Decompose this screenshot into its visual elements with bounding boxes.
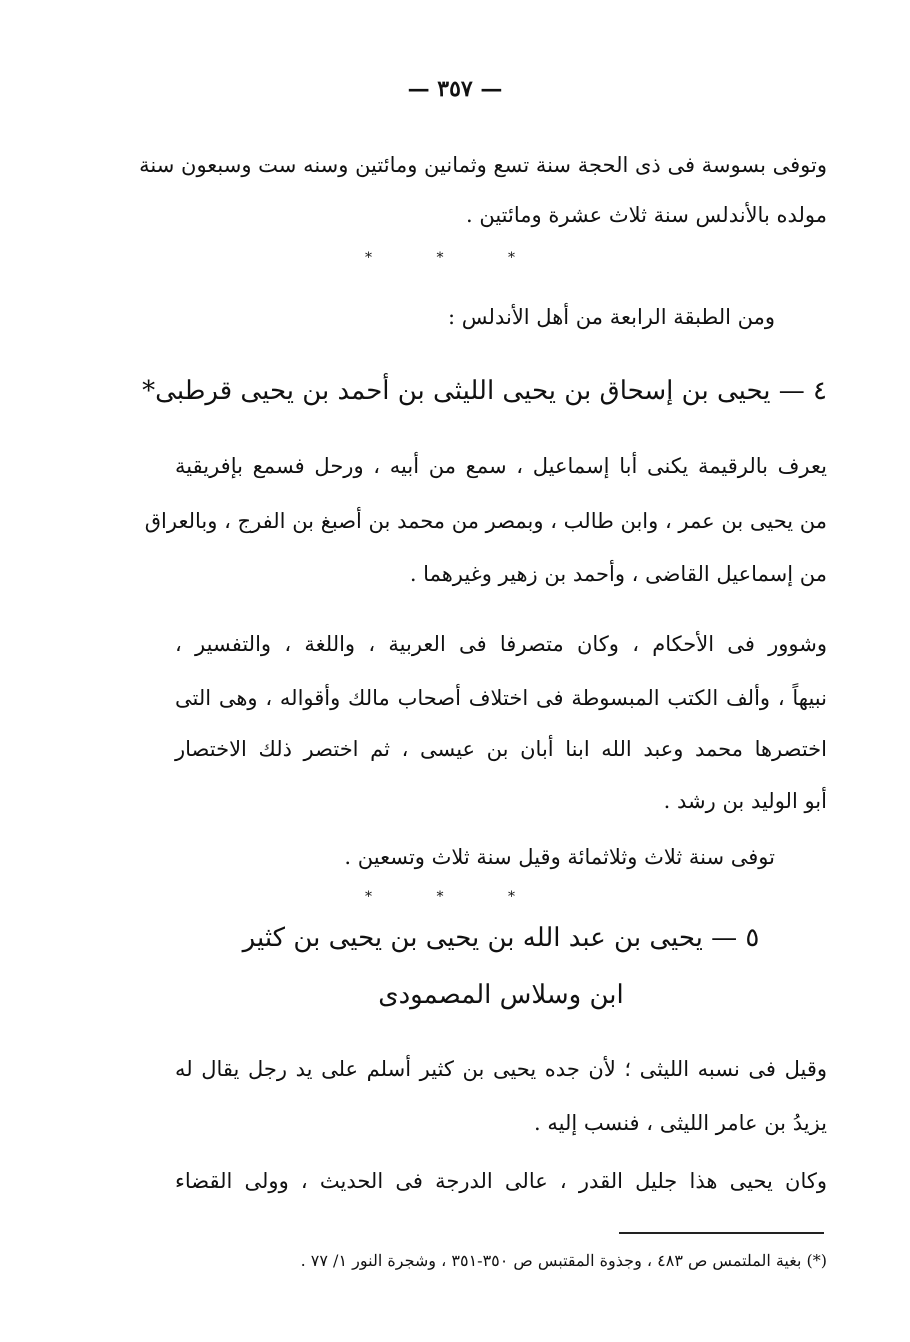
text-line: من يحيى بن عمر ، وابن طالب ، وبمصر من محمد بن أصبغ بن الفرج ، وبالعراق: [144, 509, 827, 533]
text-line: مولده بالأندلس سنة ثلاث عشرة ومائتين .: [466, 203, 827, 227]
section-intro: ومن الطبقة الرابعة من أهل الأندلس :: [448, 305, 775, 329]
death-note: توفى سنة ثلاث وثلاثمائة وقيل سنة ثلاث وتسعين .: [344, 845, 775, 869]
text-line: يعرف بالرقيمة يكنى أبا إسماعيل ، سمع من أبيه ، ورحل فسمع بإفريقية: [175, 454, 827, 478]
text-line: من إسماعيل القاضى ، وأحمد بن زهير وغيرهما .: [409, 562, 827, 586]
text-line: اختصرها محمد وعبد الله ابنا أبان بن عيسى ، ثم اختصر ذلك الاختصار: [175, 737, 827, 761]
text-line: وشوور فى الأحكام ، وكان متصرفا فى العربية ، واللغة ، والتفسير ،: [175, 632, 827, 656]
entry-heading-continued: ابن وسلاس المصمودى: [378, 980, 624, 1010]
footnote-divider: [619, 1232, 824, 1234]
section-separator-stars: * * *: [365, 889, 545, 905]
page-number: — ٣٥٧ —: [407, 76, 503, 102]
text-line: نبيهاً ، وألف الكتب المبسوطة فى اختلاف أصحاب مالك وأقواله ، وهى التى: [175, 686, 827, 710]
entry-heading: ٥ — يحيى بن عبد الله بن يحيى بن يحيى بن كثير: [242, 923, 760, 953]
text-line: أبو الوليد بن رشد .: [663, 789, 827, 813]
text-line: وقيل فى نسبه الليثى ؛ لأن جده يحيى بن كثير أسلم على يد رجل يقال له: [175, 1057, 827, 1081]
section-separator-stars: * * *: [365, 250, 545, 266]
text-line: يزيدُ بن عامر الليثى ، فنسب إليه .: [534, 1111, 827, 1135]
entry-heading: ٤ — يحيى بن إسحاق بن يحيى الليثى بن أحمد بن يحيى قرطبى*: [142, 376, 827, 406]
footnote: (*) بغية الملتمس ص ٤٨٣ ، وجذوة المقتبس ص ٣٥٠-٣٥١ ، وشجرة النور ١/ ٧٧ .: [300, 1251, 827, 1270]
text-line: وتوفى بسوسة فى ذى الحجة سنة تسع وثمانين ومائتين وسنه ست وسبعون سنة: [139, 153, 827, 177]
text-line: وكان يحيى هذا جليل القدر ، عالى الدرجة فى الحديث ، وولى القضاء: [175, 1169, 827, 1193]
